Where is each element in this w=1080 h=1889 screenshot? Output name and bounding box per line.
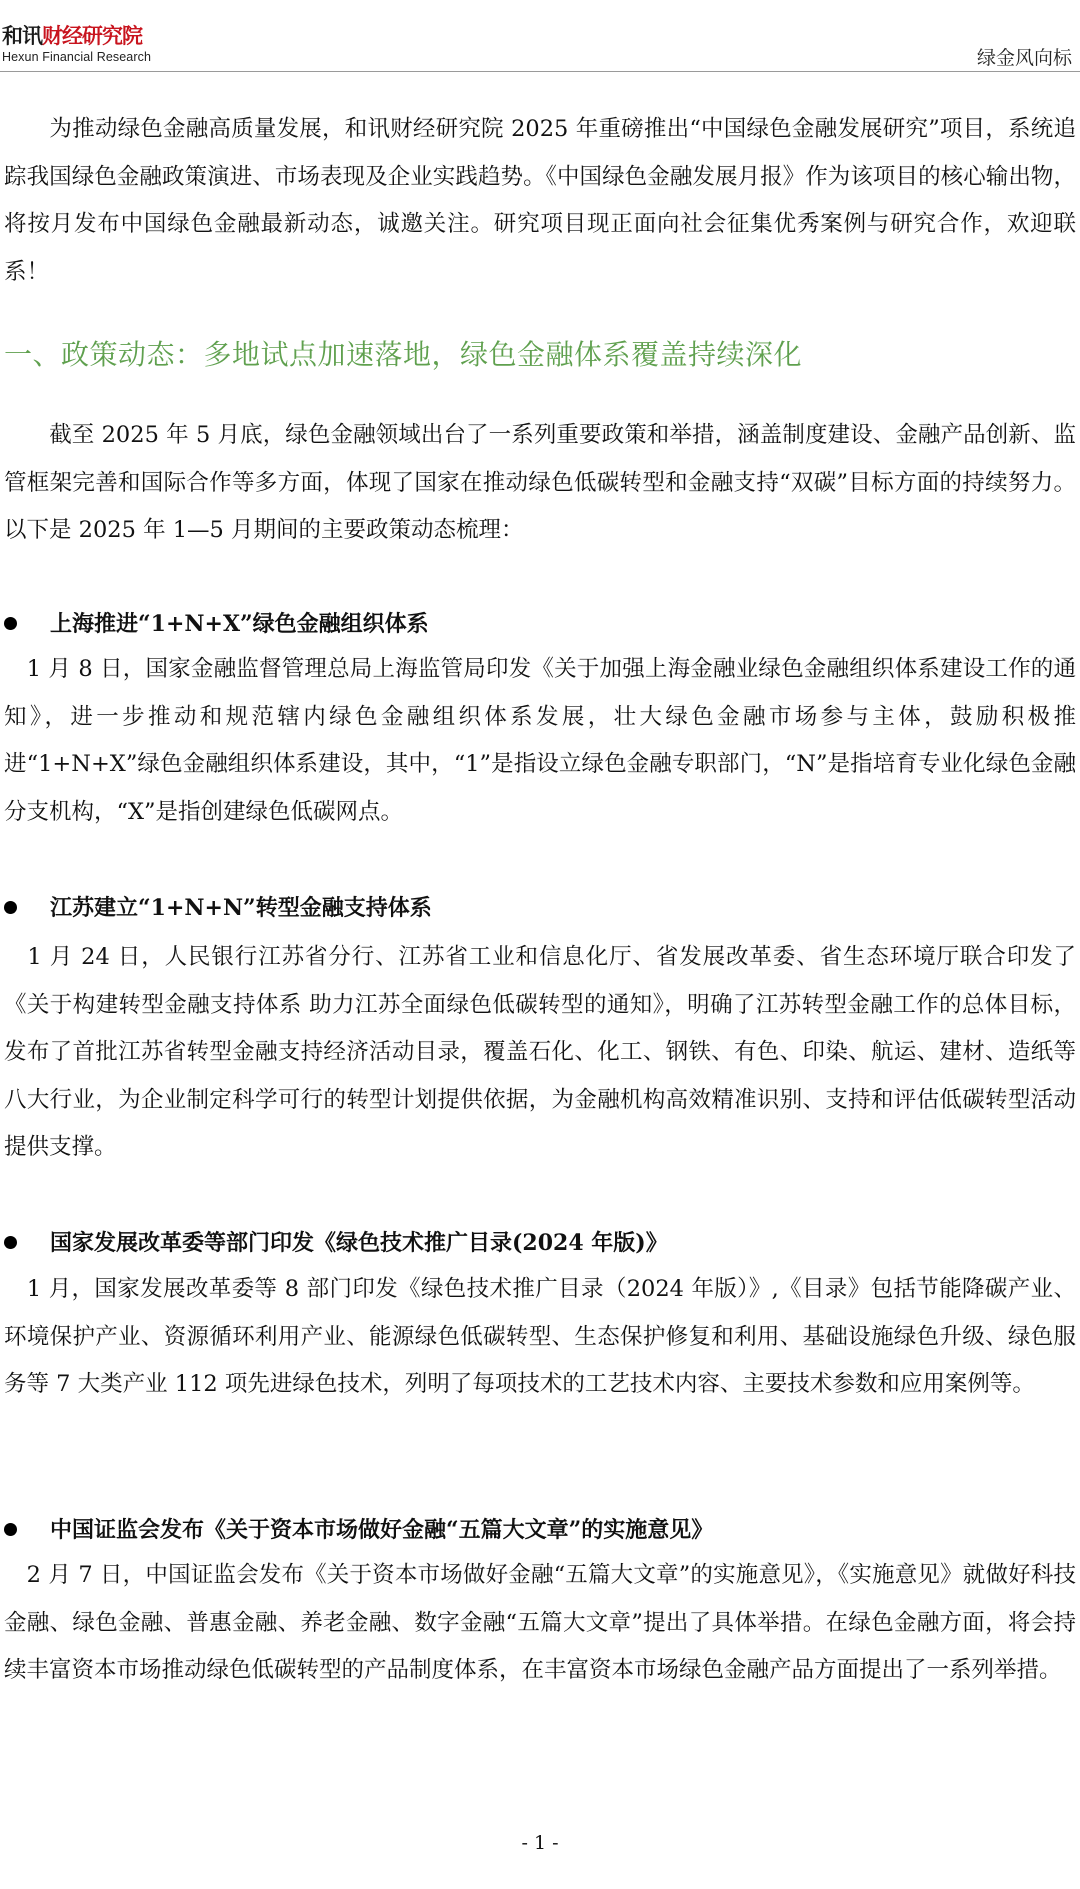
policy-item-title — [4, 1510, 1076, 1550]
bullet-icon — [4, 1236, 17, 1249]
policy-item-body: 1 月 8 日，国家金融监督管理总局上海监管局印发《关于加强上海金融业绿色金融组织体系建设工作的通知》，进一步推动和规范辖内绿色金融组织体系发展，壮大绿色金融市场参与主体，鼓励积极推进“1+N+X”绿色金融组织体系建设，其中，“1”是指设立绿色金融专职部门，“N”是指培育专业化绿色金融分支机构，“X”是指创建绿色低碳网点。 — [4, 656, 1076, 825]
policy-item-title-text: 中国证监会发布《关于资本市场做好金融“五篇大文章”的实施意见》 — [50, 1517, 714, 1543]
section-heading: 一、政策动态：多地试点加速落地，绿色金融体系覆盖持续深化 — [4, 338, 803, 371]
policy-item-title-text: 江苏建立“1+N+N”转型金融支持体系 — [50, 895, 432, 921]
intro-paragraph: 为推动绿色金融高质量发展，和讯财经研究院 2025 年重磅推出“中国绿色金融发展研究”项目，系统追踪我国绿色金融政策演进、市场表现及企业实践趋势。《中国绿色金融发展月报》作为该项目的核心输出物，将按月发布中国绿色金融最新动态，诚邀关注。研究项目现正面向社会征集优秀案例与研究合作，欢迎联系！ — [4, 116, 1076, 285]
page-header — [0, 0, 1080, 72]
header-divider — [0, 71, 1080, 72]
logo-text-institute: 财经研究院 — [42, 24, 142, 48]
header-section-label: 绿金风向标 — [976, 47, 1072, 69]
logo-english: Hexun Financial Research — [2, 50, 152, 64]
policy-item-title — [4, 1223, 1076, 1263]
bullet-icon — [4, 617, 17, 630]
policy-item-title-text: 上海推进“1+N+X”绿色金融组织体系 — [50, 611, 429, 637]
page-number: - 1 - — [521, 1832, 559, 1854]
policy-item-title-text: 国家发展改革委等部门印发《绿色技术推广目录(2024 年版)》 — [50, 1230, 668, 1256]
policy-item-body: 2 月 7 日，中国证监会发布《关于资本市场做好金融“五篇大文章”的实施意见》，《实施意见》就做好科技金融、绿色金融、普惠金融、养老金融、数字金融“五篇大文章”提出了具体举措。在绿色金融方面，将会持续丰富资本市场推动绿色低碳转型的产品制度体系，在丰富资本市场绿色金融产品方面提出了一系列举措。 — [4, 1562, 1076, 1683]
policy-item-body: 1 月 24 日，人民银行江苏省分行、江苏省工业和信息化厅、省发展改革委、省生态环境厅联合印发了《关于构建转型金融支持体系 助力江苏全面绿色低碳转型的通知》，明确了江苏转型金融工作的总体目标，发布了首批江苏省转型金融支持经济活动目录，覆盖石化、化工、钢铁、有色、印染、航运、建材、造纸等八大行业，为企业制定科学可行的转型计划提供依据，为金融机构高效精准识别、支持和评估低碳转型活动提供支撑。 — [4, 944, 1076, 1160]
bullet-icon — [4, 1523, 17, 1536]
logo-text-hexun: 和讯 — [2, 24, 42, 48]
policy-item-body: 1 月，国家发展改革委等 8 部门印发《绿色技术推广目录（2024 年版）》,《目录》包括节能降碳产业、环境保护产业、资源循环利用产业、能源绿色低碳转型、生态保护修复和利用、基础设施绿色升级、绿色服务等 7 大类产业 112 项先进绿色技术，列明了每项技术的工艺技术内容、主要技术参数和应用案例等。 — [4, 1276, 1076, 1397]
policy-item-title — [4, 604, 1076, 644]
bullet-icon — [4, 901, 17, 914]
section-lead-paragraph: 截至 2025 年 5 月底，绿色金融领域出台了一系列重要政策和举措，涵盖制度建设、金融产品创新、监管框架完善和国际合作等多方面，体现了国家在推动绿色低碳转型和金融支持“双碳”目标方面的持续努力。以下是 2025 年 1—5 月期间的主要政策动态梳理： — [4, 422, 1076, 543]
policy-item-title — [4, 888, 1076, 928]
logo — [2, 24, 142, 48]
